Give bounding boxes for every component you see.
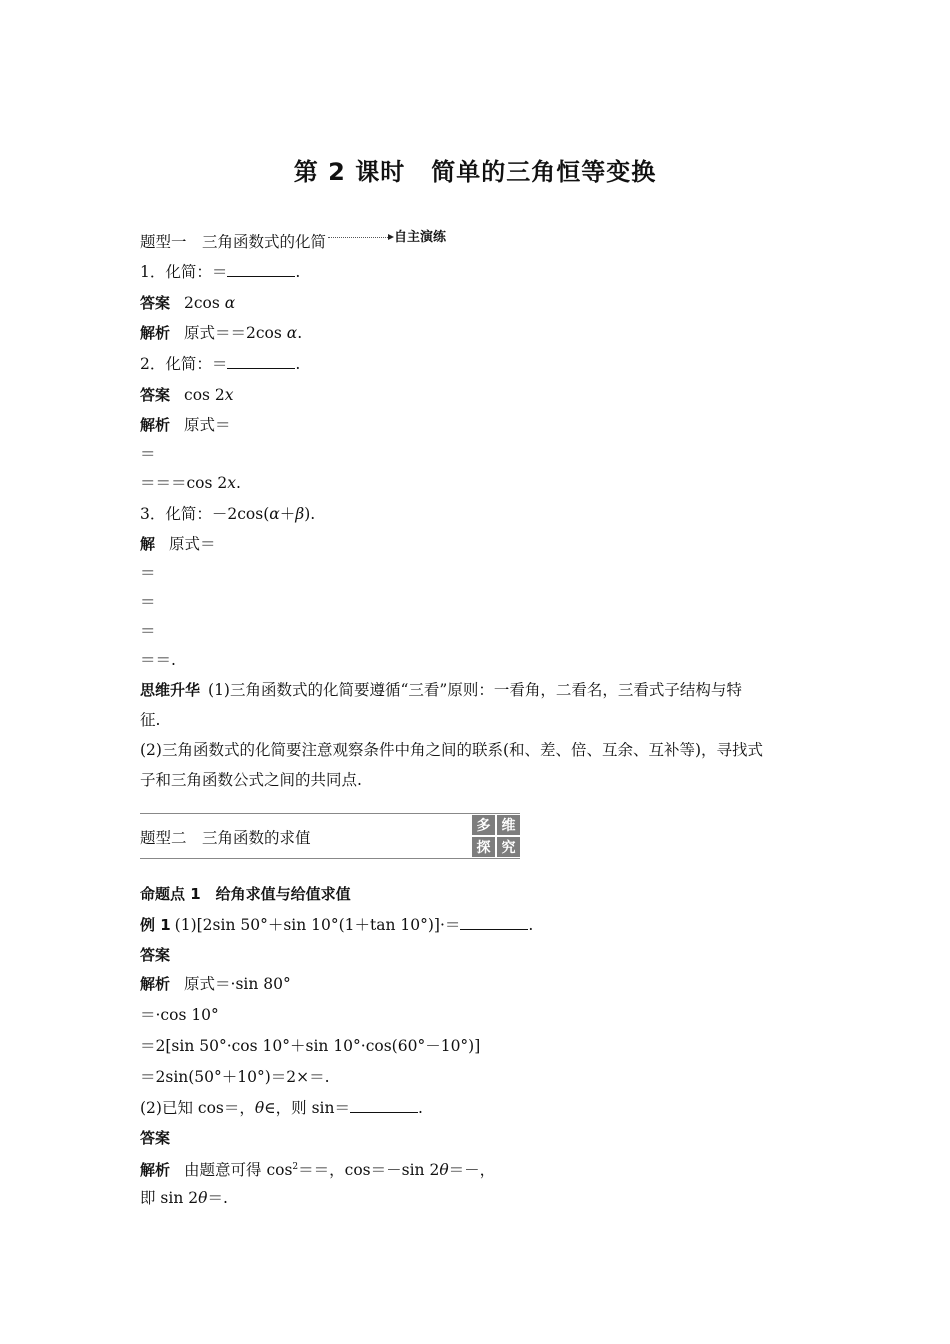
example-1: [140, 915, 533, 935]
answer-label: 答案: [140, 1129, 171, 1147]
answer-variable: α: [224, 294, 236, 312]
plus-sign: ＋: [279, 505, 296, 523]
badge-char: 究: [497, 837, 520, 857]
step-text: ＝2sin(50°＋10°)＝2×＝.: [140, 1068, 330, 1086]
example-1-step: [140, 1067, 330, 1087]
section2-badge: [472, 815, 520, 857]
answer-blank: [460, 915, 528, 930]
theta-variable: θ: [198, 1189, 208, 1207]
lesson-number: 第 2 课时: [293, 158, 406, 186]
answer-value: cos 2: [184, 386, 225, 404]
question-3-step: [140, 592, 156, 612]
answer-value: 2cos: [184, 294, 225, 312]
final-text: 即 sin 2: [140, 1189, 199, 1207]
section2-header: [140, 813, 520, 859]
thinking-text: 征.: [140, 711, 161, 729]
question-3: [140, 504, 315, 524]
question-2-text: 2．化简：＝: [140, 355, 228, 373]
analysis-label: 解析: [140, 975, 171, 993]
analysis-text: 原式＝: [184, 416, 231, 434]
step-text: ＝: [140, 564, 156, 582]
theta-variable: θ: [439, 1161, 449, 1180]
question-2-end: .: [295, 355, 301, 373]
question-3-end: ).: [304, 505, 316, 523]
example-1-analysis: [140, 974, 291, 994]
thinking-text: (2)三角函数式的化简要注意观察条件中角之间的联系(和、差、倍、互余、互补等)，寻找式: [140, 741, 764, 759]
thinking-label: 思维升华: [140, 681, 201, 699]
question-1: [140, 262, 300, 282]
answer-blank: [350, 1098, 418, 1113]
topic-1: [140, 884, 351, 904]
answer-label: 答案: [140, 946, 171, 964]
step-text: ＝: [140, 622, 156, 640]
question-2-step-2: [140, 473, 241, 493]
beta-variable: β: [295, 505, 305, 523]
step-variable: x: [227, 474, 237, 492]
section1-tag: 自主演练: [394, 230, 447, 245]
step-text: ＝·cos 10°: [140, 1006, 219, 1024]
analysis-text: 原式＝＝2cos: [184, 324, 287, 342]
question-1-answer: [140, 293, 235, 313]
lesson-title: 简单的三角恒等变换: [431, 158, 657, 186]
question-1-analysis: [140, 323, 302, 343]
page-title: [0, 152, 950, 187]
question-2: [140, 354, 300, 374]
thinking-line-1: [140, 680, 742, 700]
section1-header: [140, 232, 446, 254]
thinking-line-2: [140, 740, 763, 760]
thinking-line-2b: [140, 770, 362, 790]
thinking-text: (1)三角函数式的化简要遵循“三看”原则：一看角，二看名，三看式子结构与特: [208, 681, 742, 699]
example-1-part-2-final: [140, 1188, 228, 1208]
step-text: ＝: [140, 593, 156, 611]
solution-text: 原式＝: [169, 535, 216, 553]
solution-label: 解: [140, 535, 156, 553]
example-1-part-2: [140, 1098, 423, 1118]
example-1-step: [140, 1036, 480, 1056]
badge-char: 维: [497, 815, 520, 835]
question-2-step-1: [140, 444, 156, 464]
example-1-part-2-answer: [140, 1128, 170, 1148]
example-text: (1)[2sin 50°＋sin 10°(1＋tan 10°)]·＝: [174, 916, 461, 934]
final-end: ＝.: [207, 1189, 228, 1207]
answer-label: 答案: [140, 294, 171, 312]
analysis-text: 由题意可得 cos: [184, 1161, 293, 1180]
analysis-label: 解析: [140, 416, 171, 434]
question-1-text: 1．化简：＝: [140, 263, 228, 281]
example-text: ∈，则 sin＝: [264, 1099, 350, 1117]
question-3-solution: [140, 534, 216, 554]
question-3-step: [140, 621, 156, 641]
answer-label: 答案: [140, 386, 171, 404]
theta-variable: θ: [254, 1099, 265, 1117]
question-1-end: .: [295, 263, 301, 281]
section1-label: 题型一 三角函数式的化简: [140, 233, 327, 251]
question-3-text: 3．化简：－2cos(: [140, 505, 270, 523]
analysis-end: .: [297, 324, 303, 342]
step-text: ＝＝.: [140, 651, 176, 669]
question-3-step: [140, 650, 176, 670]
example-1-answer: [140, 945, 170, 965]
badge-char: 多: [472, 815, 495, 835]
analysis-label: 解析: [140, 324, 171, 342]
step-text: ＝: [140, 445, 156, 463]
analysis-variable: α: [286, 324, 298, 342]
superscript: 2: [292, 1162, 299, 1172]
badge-char: 探: [472, 837, 495, 857]
step-end: .: [236, 474, 241, 492]
thinking-line-1b: [140, 710, 160, 730]
example-1-step: [140, 1005, 219, 1025]
answer-blank: [227, 354, 295, 369]
alpha-variable: α: [269, 505, 280, 523]
question-2-analysis: [140, 415, 231, 435]
answer-variable: x: [224, 386, 234, 404]
question-2-answer: [140, 385, 234, 405]
example-end: .: [528, 916, 534, 934]
section2-label: 题型二 三角函数的求值: [140, 829, 311, 847]
topic-label: 命题点 1 给角求值与给值求值: [140, 885, 351, 903]
example-1-part-2-analysis: [140, 1157, 495, 1180]
analysis-label: 解析: [140, 1161, 171, 1180]
step-text: ＝＝＝cos 2: [140, 474, 228, 492]
analysis-end: ＝－，: [448, 1161, 496, 1180]
example-end: .: [418, 1099, 423, 1117]
example-label: 例 1: [140, 916, 171, 934]
dotted-leader: [328, 237, 388, 238]
analysis-text: 原式＝·sin 80°: [184, 975, 291, 993]
question-3-step: [140, 563, 156, 583]
answer-blank: [227, 262, 295, 277]
analysis-text: ＝＝，cos＝－sin 2: [298, 1161, 440, 1180]
example-text: (2)已知 cos＝，: [140, 1099, 255, 1117]
thinking-text: 子和三角函数公式之间的共同点.: [140, 771, 362, 789]
step-text: ＝2[sin 50°·cos 10°＋sin 10°·cos(60°－10°)]: [140, 1037, 481, 1055]
